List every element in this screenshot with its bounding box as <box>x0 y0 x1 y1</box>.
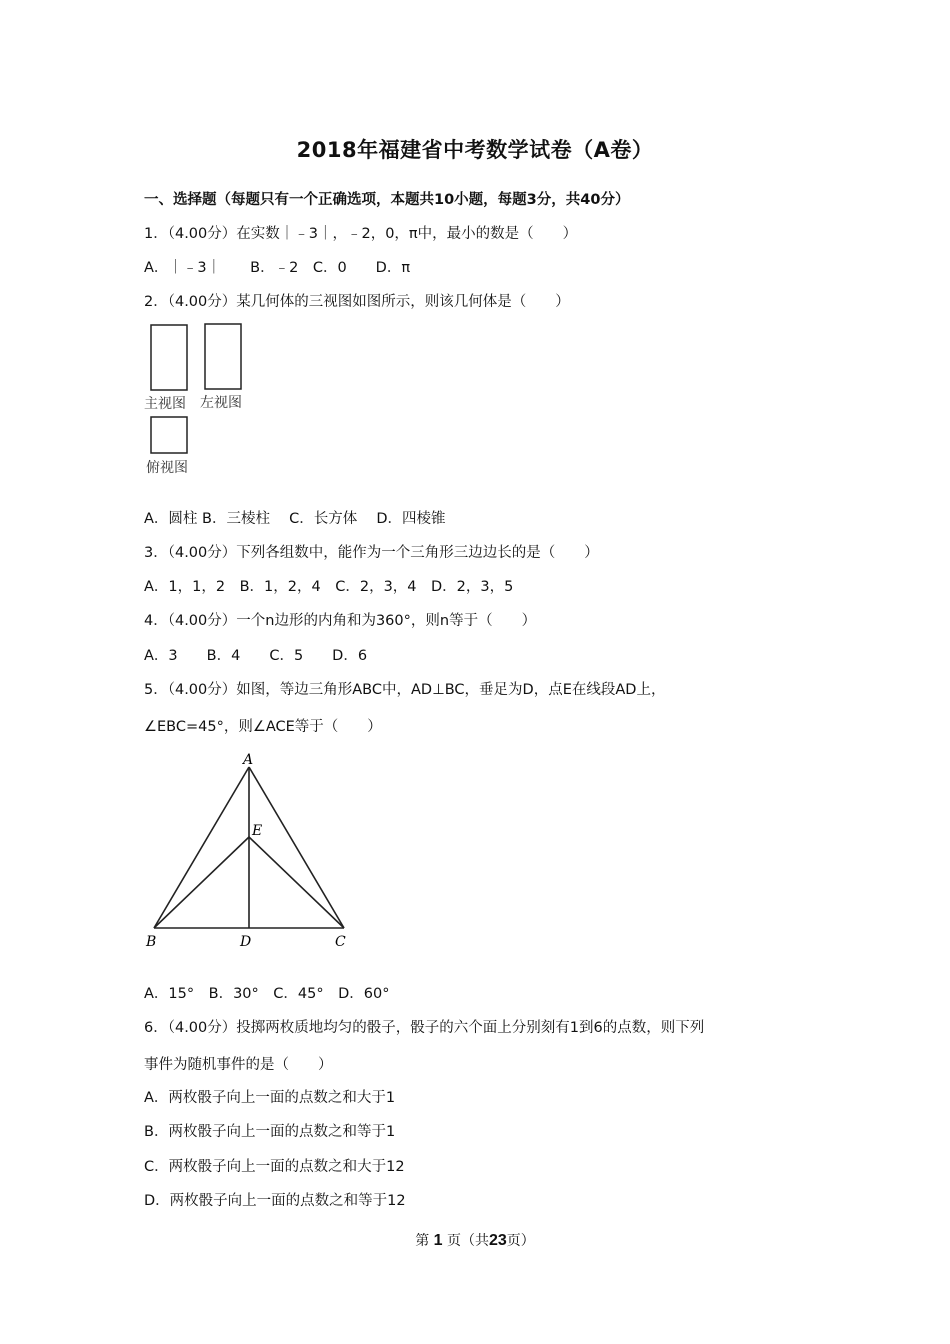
question-4-stem: 4．（4.00分）一个n边形的内角和为360°，则n等于（ ） <box>144 613 537 629</box>
question-2-options: A．圆柱 B．三棱柱 C．长方体 D．四棱锥 <box>144 511 446 527</box>
segment-ce <box>249 837 344 928</box>
label-a: A <box>243 752 254 768</box>
section-heading: 一、选择题（每题只有一个正确选项，本题共10小题，每题3分，共40分） <box>144 192 630 208</box>
question-1-options: A．｜﹣3｜ B．﹣2 C．0 D．π <box>144 260 411 276</box>
footer-prefix: 第 <box>415 1233 430 1249</box>
front-view-rect <box>151 325 187 390</box>
question-3-stem: 3．（4.00分）下列各组数中，能作为一个三角形三边边长的是（ ） <box>144 545 599 561</box>
footer-middle: 页（共 <box>447 1233 489 1249</box>
label-d: D <box>240 934 252 950</box>
label-c: C <box>335 934 346 950</box>
segment-be <box>154 837 249 928</box>
footer-total-pages: 23 <box>489 1232 507 1249</box>
footer-suffix: 页） <box>506 1233 535 1249</box>
label-b: B <box>146 934 157 950</box>
question-5-stem-line2: ∠EBC=45°，则∠ACE等于（ ） <box>144 719 382 735</box>
question-5-options: A．15° B．30° C．45° D．60° <box>144 986 390 1002</box>
page-title: 2018年福建省中考数学试卷（A卷） <box>296 138 654 162</box>
side-view-label: 左视图 <box>200 395 242 411</box>
footer-page-number: 1 <box>433 1232 443 1249</box>
side-view-rect <box>205 324 241 389</box>
page-footer <box>0 1230 950 1250</box>
question-6-stem-line1: 6．（4.00分）投掷两枚质地均匀的骰子，骰子的六个面上分别刻有1到6的点数，则下列 <box>144 1020 705 1036</box>
front-view-label: 主视图 <box>144 396 186 412</box>
question-4-options: A．3 B．4 C．5 D．6 <box>144 648 368 664</box>
question-6-option-a: A．两枚骰子向上一面的点数之和大于1 <box>144 1090 396 1106</box>
triangle-drawing <box>140 748 360 953</box>
question-6-stem-line2: 事件为随机事件的是（ ） <box>144 1057 333 1073</box>
question-6-option-d: D．两枚骰子向上一面的点数之和等于12 <box>144 1193 406 1209</box>
question-3-options: A．1，1，2 B．1，2，4 C．2，3，4 D．2，3，5 <box>144 579 514 595</box>
question-5-stem-line1: 5．（4.00分）如图，等边三角形ABC中，AD⊥BC，垂足为D，点E在线段AD上， <box>144 682 666 698</box>
question-6-option-c: C．两枚骰子向上一面的点数之和大于12 <box>144 1159 405 1175</box>
question-2-stem: 2．（4.00分）某几何体的三视图如图所示，则该几何体是（ ） <box>144 294 570 310</box>
side-ac <box>249 767 344 928</box>
top-view-rect <box>151 417 187 453</box>
three-view-figure <box>144 320 264 480</box>
label-e: E <box>252 823 263 839</box>
question-6-option-b: B．两枚骰子向上一面的点数之和等于1 <box>144 1124 396 1140</box>
question-1-stem: 1．（4.00分）在实数｜﹣3｜，﹣2，0，π中，最小的数是（ ） <box>144 226 578 242</box>
triangle-figure <box>140 748 360 953</box>
side-ab <box>154 767 249 928</box>
top-view-label: 俯视图 <box>146 460 188 476</box>
